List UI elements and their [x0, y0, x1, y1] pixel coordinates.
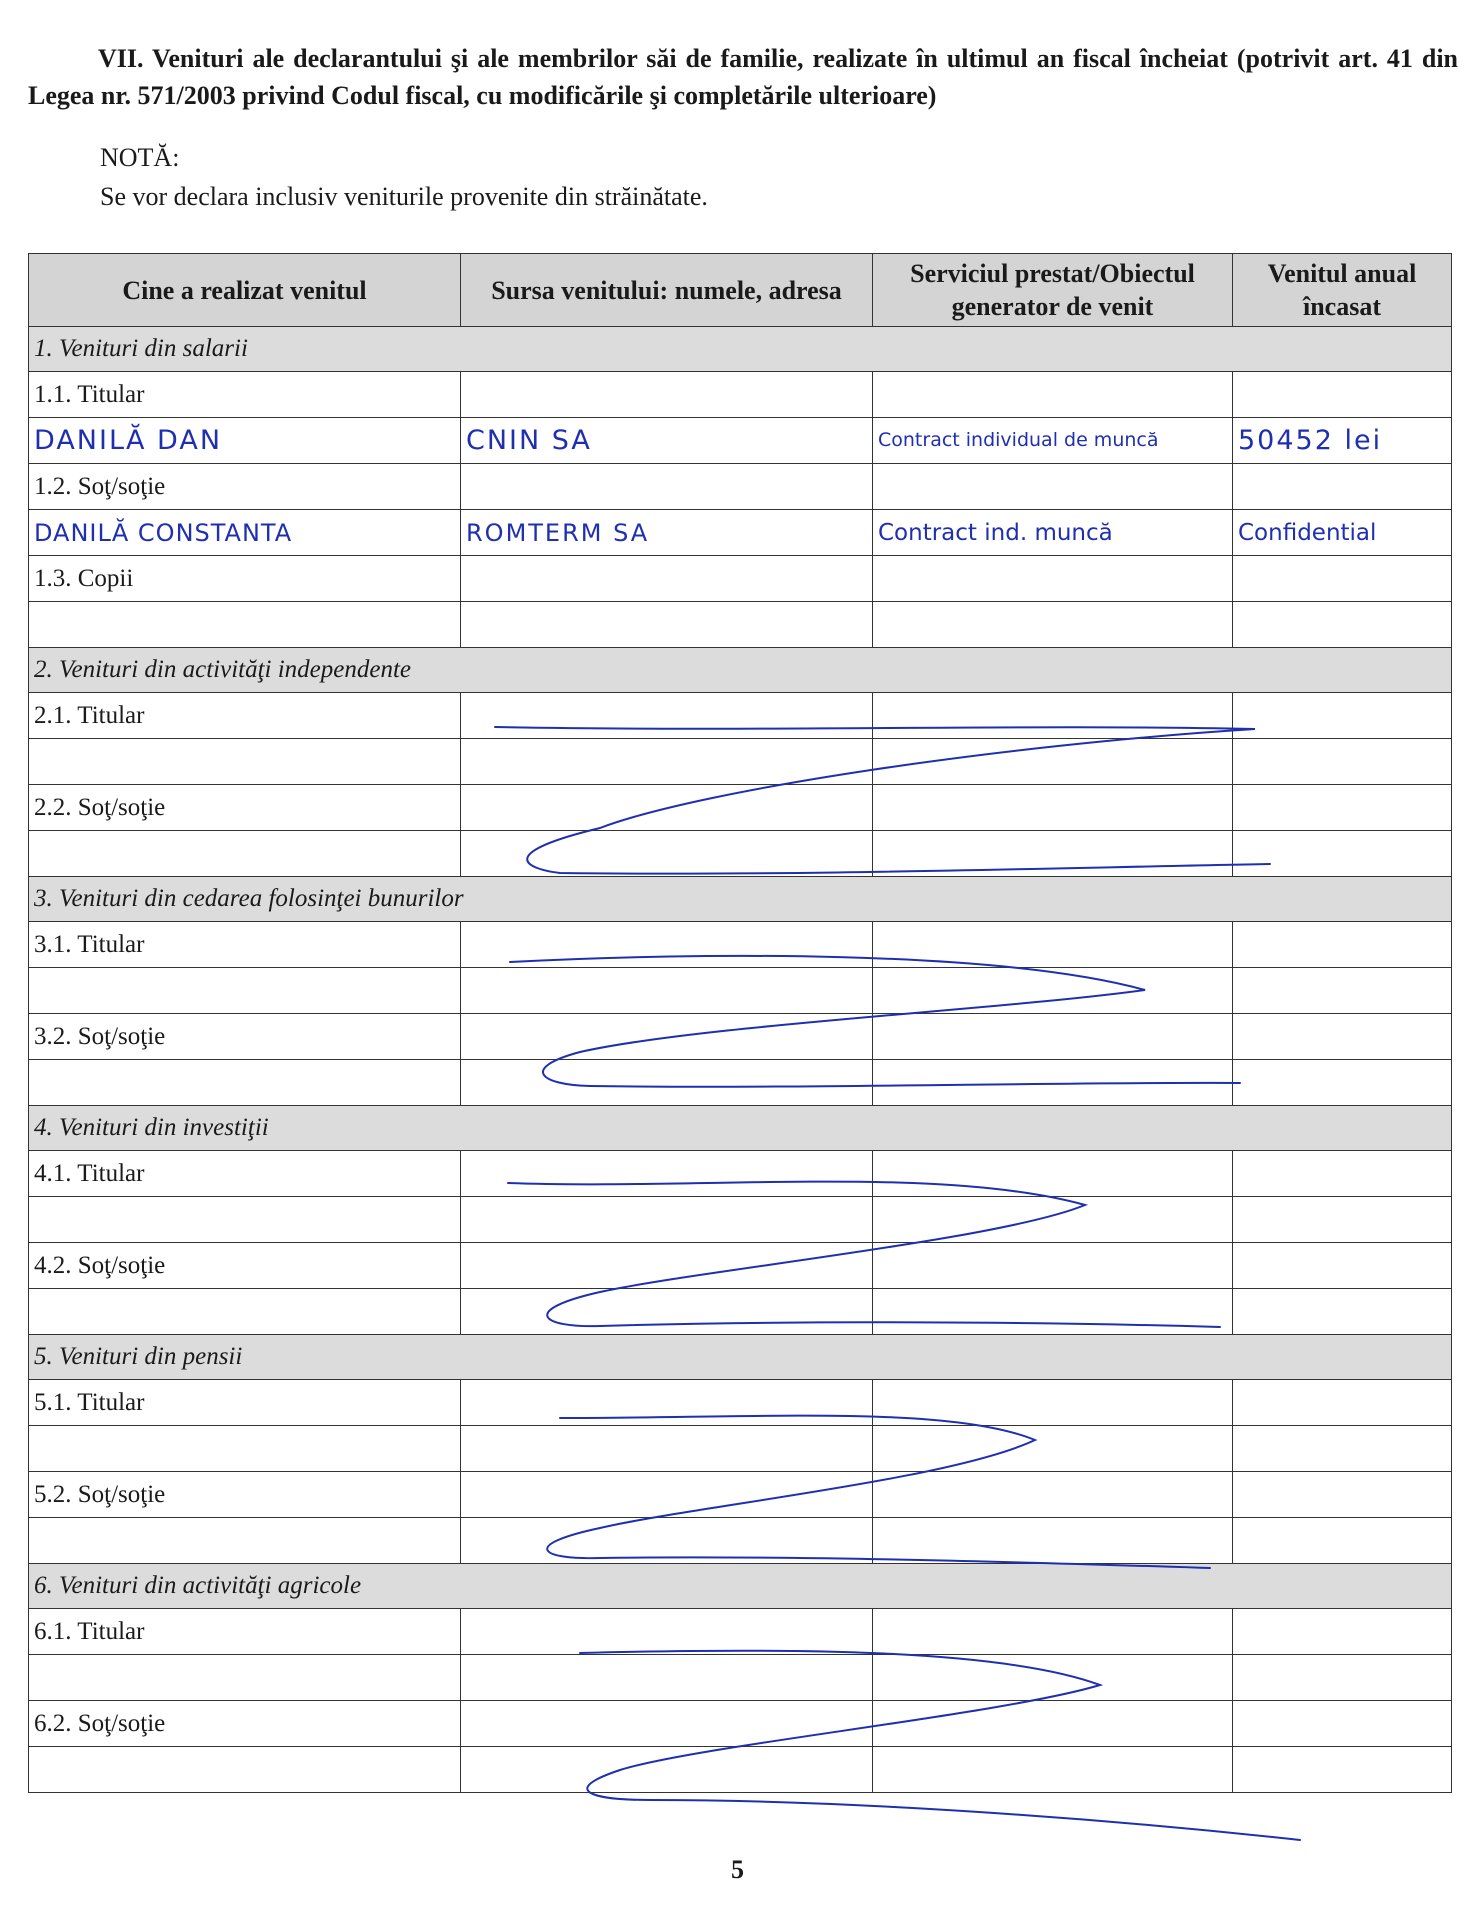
cell-who	[29, 1197, 461, 1243]
table-row	[29, 1426, 1452, 1472]
cell-income	[1233, 1701, 1452, 1747]
cell-source	[461, 372, 873, 418]
section-title: 2. Venituri din activităţi independente	[29, 648, 1452, 693]
cell-income	[1233, 1655, 1452, 1701]
section-title: 5. Venituri din pensii	[29, 1335, 1452, 1380]
cell-income-handwritten: Confidential	[1233, 510, 1452, 556]
section-title: 4. Venituri din investiţii	[29, 1106, 1452, 1151]
section-row	[29, 1564, 1452, 1609]
cell-source	[461, 602, 873, 648]
cell-who: 6.2. Soţ/soţie	[29, 1701, 461, 1747]
cell-service	[873, 1289, 1233, 1335]
note-title: NOTĂ:	[100, 143, 180, 172]
cell-source-handwritten: ROMTERM SA	[461, 510, 873, 556]
table-header-row	[29, 254, 1452, 327]
cell-who	[29, 1060, 461, 1106]
cell-who	[29, 968, 461, 1014]
cell-source	[461, 968, 873, 1014]
cell-income	[1233, 968, 1452, 1014]
cell-who: 1.3. Copii	[29, 556, 461, 602]
table-row	[29, 922, 1452, 968]
cell-income	[1233, 1747, 1452, 1793]
table-row	[29, 1701, 1452, 1747]
cell-who	[29, 1747, 461, 1793]
section-title: 3. Venituri din cedarea folosinţei bunurilor	[29, 877, 1452, 922]
cell-who: 3.1. Titular	[29, 922, 461, 968]
cell-income	[1233, 372, 1452, 418]
cell-who: 5.2. Soţ/soţie	[29, 1472, 461, 1518]
cell-income	[1233, 1243, 1452, 1289]
cell-income	[1233, 1151, 1452, 1197]
cell-source	[461, 739, 873, 785]
cell-source	[461, 1747, 873, 1793]
table-row	[29, 556, 1452, 602]
cell-service	[873, 372, 1233, 418]
cell-service-handwritten: Contract ind. muncă	[873, 510, 1233, 556]
cell-income	[1233, 922, 1452, 968]
cell-who: 4.1. Titular	[29, 1151, 461, 1197]
table-row	[29, 1151, 1452, 1197]
table-row	[29, 372, 1452, 418]
cell-source	[461, 1289, 873, 1335]
cell-service	[873, 1426, 1233, 1472]
header-who: Cine a realizat venitul	[29, 254, 461, 327]
cell-service	[873, 968, 1233, 1014]
section-row	[29, 1106, 1452, 1151]
table-row	[29, 602, 1452, 648]
cell-service	[873, 1701, 1233, 1747]
table-row	[29, 464, 1452, 510]
cell-income	[1233, 1609, 1452, 1655]
cell-source	[461, 1472, 873, 1518]
table-row	[29, 693, 1452, 739]
section-row	[29, 1335, 1452, 1380]
cell-who: 3.2. Soţ/soţie	[29, 1014, 461, 1060]
cell-source	[461, 1701, 873, 1747]
cell-source	[461, 1243, 873, 1289]
income-table	[28, 253, 1452, 1793]
table-row	[29, 1243, 1452, 1289]
cell-service	[873, 693, 1233, 739]
cell-source	[461, 464, 873, 510]
note-text: Se vor declara inclusiv veniturile provenite din străinătate.	[100, 182, 708, 211]
cell-source	[461, 831, 873, 877]
table-row	[29, 1380, 1452, 1426]
table-row	[29, 418, 1452, 464]
table-row	[29, 1518, 1452, 1564]
cell-income	[1233, 1426, 1452, 1472]
table-row	[29, 1655, 1452, 1701]
cell-service	[873, 1655, 1233, 1701]
cell-source	[461, 556, 873, 602]
cell-income	[1233, 831, 1452, 877]
table-row	[29, 739, 1452, 785]
header-source: Sursa venitului: numele, adresa	[461, 254, 873, 327]
table-row	[29, 785, 1452, 831]
section-title: 1. Venituri din salarii	[29, 327, 1452, 372]
section-row	[29, 877, 1452, 922]
cell-source	[461, 922, 873, 968]
cell-source	[461, 1609, 873, 1655]
cell-service	[873, 1243, 1233, 1289]
cell-service	[873, 556, 1233, 602]
cell-who-handwritten: DANILĂ CONSTANTA	[29, 510, 461, 556]
cell-source	[461, 1151, 873, 1197]
table-row	[29, 1197, 1452, 1243]
cell-service	[873, 602, 1233, 648]
cell-service	[873, 1518, 1233, 1564]
cell-income	[1233, 1060, 1452, 1106]
cell-income	[1233, 1014, 1452, 1060]
table-row	[29, 968, 1452, 1014]
cell-source	[461, 1060, 873, 1106]
cell-who	[29, 739, 461, 785]
cell-who: 6.1. Titular	[29, 1609, 461, 1655]
cell-who	[29, 831, 461, 877]
cell-service	[873, 1197, 1233, 1243]
section-row	[29, 648, 1452, 693]
cell-source	[461, 1518, 873, 1564]
cell-income	[1233, 556, 1452, 602]
cell-source	[461, 1014, 873, 1060]
cell-who	[29, 1655, 461, 1701]
cell-who: 2.1. Titular	[29, 693, 461, 739]
table-row	[29, 1747, 1452, 1793]
cell-service	[873, 1609, 1233, 1655]
table-row	[29, 1289, 1452, 1335]
cell-service	[873, 739, 1233, 785]
cell-service	[873, 922, 1233, 968]
table-row	[29, 1060, 1452, 1106]
table-row	[29, 831, 1452, 877]
cell-service-handwritten: Contract individual de muncă	[873, 418, 1233, 464]
table-row	[29, 510, 1452, 556]
section-row	[29, 327, 1452, 372]
cell-income	[1233, 739, 1452, 785]
cell-income-handwritten: 50452 lei	[1233, 418, 1452, 464]
cell-income	[1233, 693, 1452, 739]
cell-who: 4.2. Soţ/soţie	[29, 1243, 461, 1289]
cell-source	[461, 693, 873, 739]
table-row	[29, 1609, 1452, 1655]
section-title: 6. Venituri din activităţi agricole	[29, 1564, 1452, 1609]
cell-service	[873, 1060, 1233, 1106]
cell-who: 1.2. Soţ/soţie	[29, 464, 461, 510]
cell-source	[461, 1655, 873, 1701]
cell-service	[873, 831, 1233, 877]
cell-income	[1233, 1518, 1452, 1564]
cell-who	[29, 1426, 461, 1472]
cell-service	[873, 1747, 1233, 1793]
table-row	[29, 1014, 1452, 1060]
cell-income	[1233, 464, 1452, 510]
cell-service	[873, 464, 1233, 510]
cell-service	[873, 1014, 1233, 1060]
cell-who: 2.2. Soţ/soţie	[29, 785, 461, 831]
cell-who-handwritten: DANILĂ DAN	[29, 418, 461, 464]
table-row	[29, 1472, 1452, 1518]
cell-income	[1233, 1289, 1452, 1335]
cell-who: 1.1. Titular	[29, 372, 461, 418]
header-annual-income: Venitul anual încasat	[1233, 254, 1452, 327]
cell-service	[873, 785, 1233, 831]
cell-who: 5.1. Titular	[29, 1380, 461, 1426]
cell-service	[873, 1151, 1233, 1197]
cell-income	[1233, 1380, 1452, 1426]
cell-service	[873, 1380, 1233, 1426]
cell-source-handwritten: CNIN SA	[461, 418, 873, 464]
cell-source	[461, 1426, 873, 1472]
cell-source	[461, 1197, 873, 1243]
cell-who	[29, 1518, 461, 1564]
cell-income	[1233, 785, 1452, 831]
section-heading: VII. Venituri ale declarantului şi ale membrilor săi de familie, realizate în ultimul an fiscal încheiat (potrivit art. 41 din Legea nr. 571/2003 privind Codul fiscal, cu modificările şi completările ulterioare)	[28, 44, 1458, 110]
cell-source	[461, 1380, 873, 1426]
cell-income	[1233, 1472, 1452, 1518]
cell-service	[873, 1472, 1233, 1518]
cell-who	[29, 1289, 461, 1335]
cell-income	[1233, 602, 1452, 648]
cell-who	[29, 602, 461, 648]
page-number: 5	[731, 1855, 744, 1884]
cell-income	[1233, 1197, 1452, 1243]
cell-source	[461, 785, 873, 831]
header-service: Serviciul prestat/Obiectul generator de venit	[873, 254, 1233, 327]
